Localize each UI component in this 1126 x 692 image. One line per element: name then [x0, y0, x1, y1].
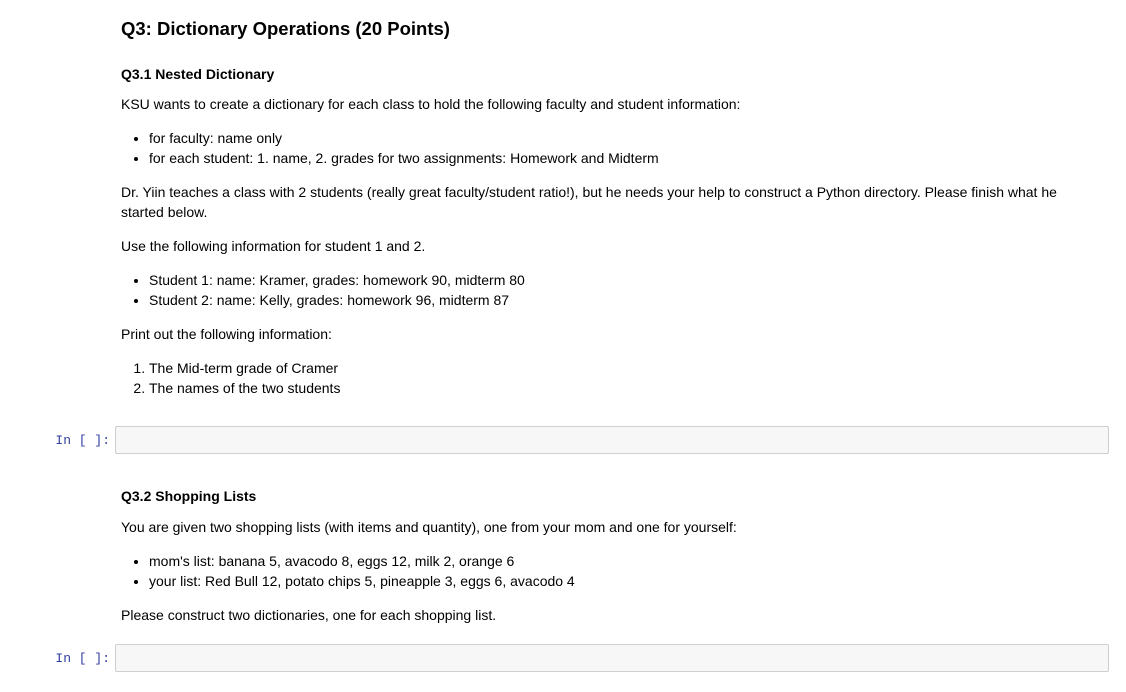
q31-student-list: [121, 270, 525, 310]
cell-prompt: In [ ]:: [55, 651, 110, 666]
q31-task-list: [121, 358, 340, 398]
q31-para4: Print out the following information:: [121, 326, 332, 342]
q31-info-list: [121, 128, 659, 168]
list-item: 2. The names of the two students: [149, 378, 340, 398]
list-item: • for faculty: name only: [149, 128, 659, 148]
q31-para3: Use the following information for student 1 and 2.: [121, 238, 426, 254]
code-cell-input[interactable]: [115, 426, 1109, 454]
list-item: • mom's list: banana 5, avacodo 8, eggs 12, milk 2, orange 6: [149, 551, 575, 571]
cell-prompt: In [ ]:: [55, 433, 110, 448]
list-item: • your list: Red Bull 12, potato chips 5, pineapple 3, eggs 6, avacodo 4: [149, 571, 575, 591]
list-item: 1. The Mid-term grade of Cramer: [149, 358, 340, 378]
q3-title: Q3: Dictionary Operations (20 Points): [121, 18, 450, 39]
q31-intro: KSU wants to create a dictionary for each class to hold the following faculty and student information:: [121, 96, 741, 112]
q32-para2: Please construct two dictionaries, one for each shopping list.: [121, 607, 497, 623]
q31-heading: Q3.1 Nested Dictionary: [121, 66, 275, 82]
code-cell-input[interactable]: [115, 644, 1109, 672]
q32-heading: Q3.2 Shopping Lists: [121, 488, 257, 504]
q32-intro: You are given two shopping lists (with items and quantity), one from your mom and one for yourself:: [121, 519, 737, 535]
q32-shopping-lists: [121, 551, 575, 591]
list-item: • Student 1: name: Kramer, grades: homework 90, midterm 80: [149, 270, 525, 290]
list-item: • for each student: 1. name, 2. grades for two assignments: Homework and Midterm: [149, 148, 659, 168]
q31-para2: Dr. Yiin teaches a class with 2 students (really great faculty/student ratio!), but he needs your help to construct a Python directory. Please finish what he started below.: [121, 184, 1057, 220]
list-item: • Student 2: name: Kelly, grades: homework 96, midterm 87: [149, 290, 525, 310]
